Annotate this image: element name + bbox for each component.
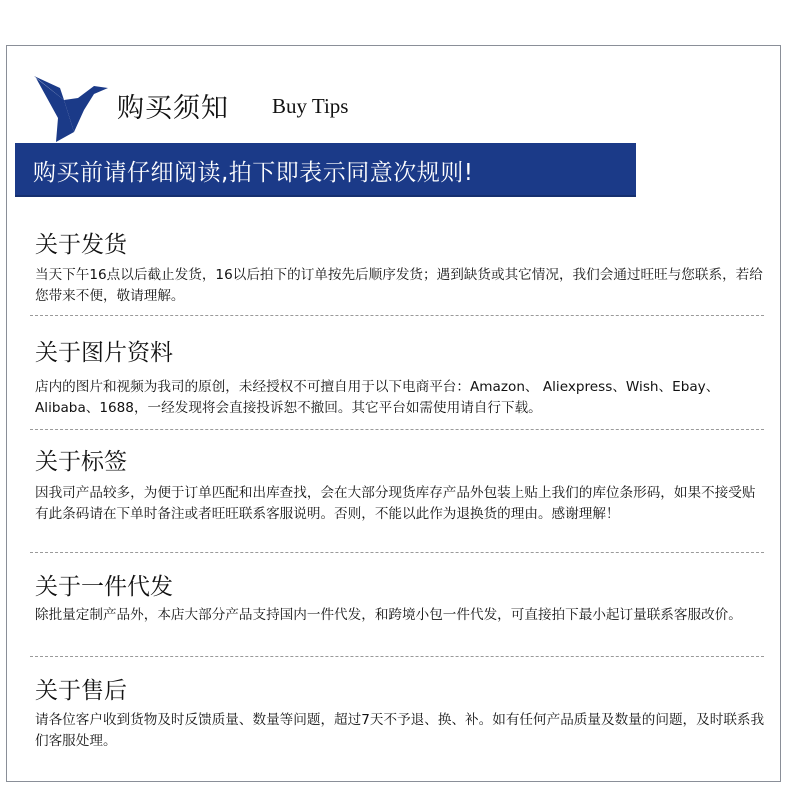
page-subtitle: Buy Tips — [272, 94, 349, 118]
bird-logo-icon — [34, 70, 108, 142]
section-body-dropship: 除批量定制产品外，本店大部分产品支持国内一件代发，和跨境小包一件代发，可直接拍下最小起订量联系客服改价。 — [35, 607, 742, 623]
section-divider — [30, 552, 764, 553]
section-title-labels: 关于标签 — [35, 449, 127, 475]
section-divider — [30, 315, 764, 316]
section-divider — [30, 429, 764, 430]
section-body-after-sales: 请各位客户收到货物及时反馈质量、数量等问题，超过7天不予退、换、补。如有任何产品质量及数量的问题，及时联系我们客服处理。 — [35, 712, 765, 749]
section-body-images: 店内的图片和视频为我司的原创，未经授权不可擅自用于以下电商平台：Amazon、 Aliexpress、Wish、Ebay、Alibaba、1688，一经发现将会直接投诉恕不撤回。其它平台如需使用请自行下载。 — [35, 379, 720, 416]
section-body-labels: 因我司产品较多，为便于订单匹配和出库查找，会在大部分现货库存产品外包装上贴上我们的库位条形码，如果不接受贴有此条码请在下单时备注或者旺旺联系客服说明。否则，不能以此作为退换货的理由。感谢理解！ — [35, 485, 756, 522]
section-title-shipping: 关于发货 — [35, 232, 127, 258]
section-title-dropship: 关于一件代发 — [35, 574, 173, 600]
notice-banner — [15, 143, 636, 197]
section-title-after-sales: 关于售后 — [35, 678, 127, 704]
page-title: 购买须知 — [117, 93, 229, 124]
section-body-shipping: 当天下午16点以后截止发货，16以后拍下的订单按先后顺序发货；遇到缺货或其它情况，我们会通过旺旺与您联系，若给您带来不便，敬请理解。 — [35, 267, 763, 304]
banner-text: 购买前请仔细阅读,拍下即表示同意次规则! — [33, 160, 474, 186]
section-title-images: 关于图片资料 — [35, 340, 173, 366]
section-divider — [30, 656, 764, 657]
